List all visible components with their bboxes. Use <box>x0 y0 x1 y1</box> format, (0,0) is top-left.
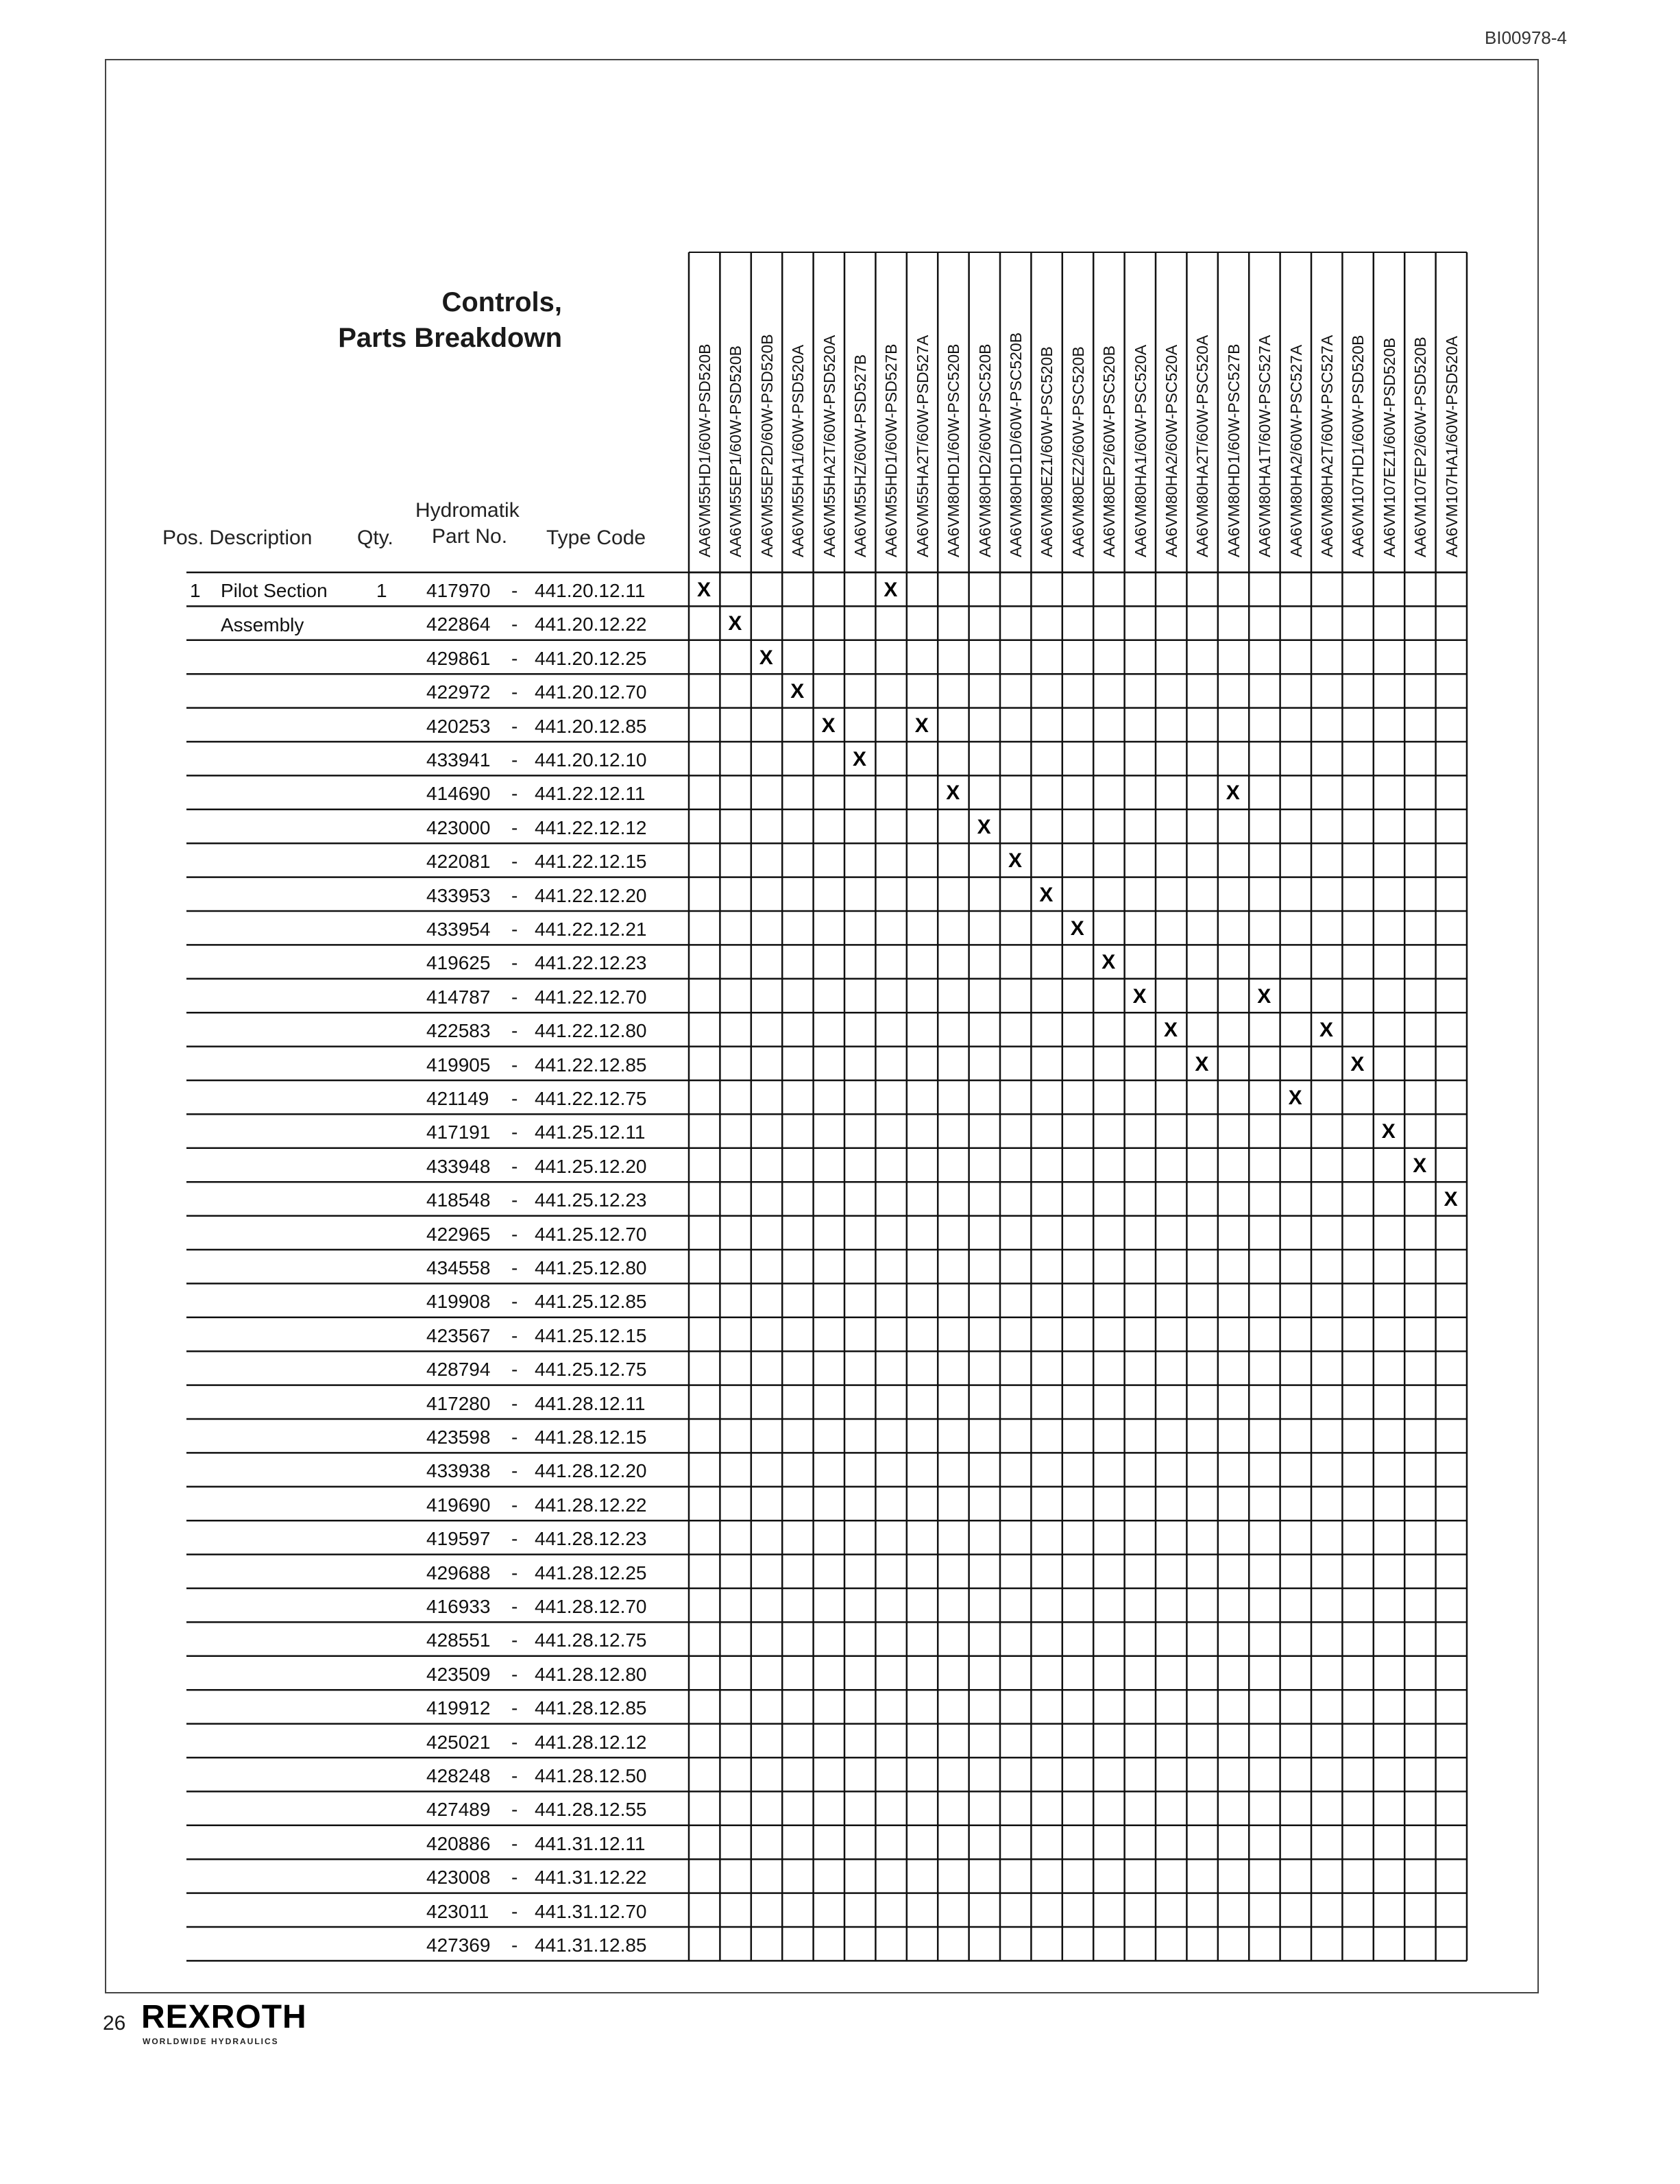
type-code: 441.22.12.23 <box>535 952 647 974</box>
type-code: 441.25.12.80 <box>535 1257 647 1278</box>
part-number: 422583 <box>426 1020 491 1042</box>
type-code: 441.31.12.22 <box>535 1867 647 1889</box>
type-code: 441.20.12.10 <box>535 749 647 771</box>
column-header-aa6vm55hd1-60w-psd527b: AA6VM55HD1/60W-PSD527B <box>882 343 901 557</box>
type-code: 441.28.12.50 <box>535 1765 647 1786</box>
type-code: 441.22.12.70 <box>535 986 647 1008</box>
type-code: 441.28.12.85 <box>535 1697 647 1719</box>
column-header-aa6vm80hd1-60w-psc520b: AA6VM80HD1/60W-PSC520B <box>945 343 963 557</box>
part-number: 419625 <box>426 952 491 974</box>
separator-dash: - <box>511 1629 518 1651</box>
separator-dash: - <box>511 952 518 974</box>
header-qty: Qty. <box>357 526 393 549</box>
column-header-aa6vm80ha1-60w-psc520a: AA6VM80HA1/60W-PSC520A <box>1131 344 1149 557</box>
separator-dash: - <box>511 1291 518 1313</box>
type-code: 441.28.12.11 <box>535 1392 646 1414</box>
separator-dash: - <box>511 1460 518 1482</box>
type-code: 441.31.12.11 <box>535 1832 646 1854</box>
page-title-line-2: Parts Breakdown <box>338 323 562 353</box>
separator-dash: - <box>511 783 518 805</box>
applicability-mark: X <box>1288 1087 1302 1109</box>
type-code: 441.31.12.85 <box>535 1934 647 1956</box>
type-code: 441.28.12.55 <box>535 1799 647 1821</box>
type-code: 441.28.12.75 <box>535 1629 647 1651</box>
part-number: 421149 <box>426 1088 489 1109</box>
separator-dash: - <box>511 1257 518 1278</box>
column-header-aa6vm80ha2t-60w-psc520a: AA6VM80HA2T/60W-PSC520A <box>1193 335 1212 557</box>
position-description-cont: Assembly <box>221 614 304 635</box>
applicability-mark: X <box>1039 883 1054 906</box>
part-number: 427489 <box>426 1799 491 1821</box>
column-header-aa6vm80ha2-60w-psc520a: AA6VM80HA2/60W-PSC520A <box>1162 344 1180 557</box>
type-code: 441.28.12.15 <box>535 1427 647 1448</box>
header-type-code: Type Code <box>546 526 646 549</box>
applicability-mark: X <box>1319 1019 1334 1042</box>
column-header-aa6vm80ha2t-60w-psc527a: AA6VM80HA2T/60W-PSC527A <box>1318 335 1336 557</box>
type-code: 441.28.12.20 <box>535 1460 647 1482</box>
part-number: 433953 <box>426 884 491 906</box>
type-code: 441.31.12.70 <box>535 1900 647 1922</box>
column-header-aa6vm80hd2-60w-psc520b: AA6VM80HD2/60W-PSC520B <box>975 343 994 557</box>
part-number: 414690 <box>426 783 491 805</box>
type-code: 441.28.12.12 <box>535 1731 647 1753</box>
rexroth-logo: REXROTH <box>141 1999 307 2035</box>
applicability-mark: X <box>884 579 898 601</box>
type-code: 441.28.12.23 <box>535 1528 647 1550</box>
separator-dash: - <box>511 1562 518 1584</box>
column-header-aa6vm55ha2t-60w-psd520a: AA6VM55HA2T/60W-PSD520A <box>820 335 838 557</box>
separator-dash: - <box>511 1934 518 1956</box>
part-number: 425021 <box>426 1731 491 1753</box>
separator-dash: - <box>511 1900 518 1922</box>
separator-dash: - <box>511 1427 518 1448</box>
part-number: 428794 <box>426 1359 491 1381</box>
applicability-mark: X <box>1444 1188 1458 1211</box>
applicability-mark: X <box>1164 1019 1178 1042</box>
separator-dash: - <box>511 1596 518 1617</box>
type-code: 441.25.12.70 <box>535 1223 647 1245</box>
applicability-mark: X <box>1008 849 1023 873</box>
separator-dash: - <box>511 1392 518 1414</box>
separator-dash: - <box>511 647 518 669</box>
part-number: 433938 <box>426 1460 491 1482</box>
applicability-mark: X <box>1070 917 1084 940</box>
separator-dash: - <box>511 1324 518 1346</box>
column-header-aa6vm107ha1-60w-psd520a: AA6VM107HA1/60W-PSD520A <box>1442 335 1461 557</box>
applicability-mark: X <box>1350 1052 1365 1076</box>
part-number: 420253 <box>426 715 491 737</box>
type-code: 441.28.12.70 <box>535 1596 647 1617</box>
part-number: 422081 <box>426 851 491 873</box>
separator-dash: - <box>511 986 518 1008</box>
part-number: 422972 <box>426 681 491 703</box>
part-number: 422864 <box>426 614 491 635</box>
type-code: 441.20.12.85 <box>535 715 647 737</box>
part-number: 417191 <box>426 1121 491 1143</box>
part-number: 433948 <box>426 1155 491 1177</box>
separator-dash: - <box>511 580 518 601</box>
part-number: 419905 <box>426 1054 491 1076</box>
type-code: 441.22.12.15 <box>535 851 647 873</box>
separator-dash: - <box>511 1223 518 1245</box>
column-header-aa6vm55ha2t-60w-psd527a: AA6VM55HA2T/60W-PSD527A <box>913 335 932 557</box>
applicability-mark: X <box>1381 1120 1396 1143</box>
part-number: 427369 <box>426 1934 491 1956</box>
separator-dash: - <box>511 1867 518 1889</box>
applicability-mark: X <box>914 714 929 737</box>
column-header-aa6vm80ha2-60w-psc527a: AA6VM80HA2/60W-PSC527A <box>1287 344 1305 557</box>
header-hydromatik: Hydromatik <box>415 499 520 522</box>
part-number: 420886 <box>426 1832 491 1854</box>
part-number: 428551 <box>426 1629 491 1651</box>
part-number: 419690 <box>426 1494 491 1516</box>
part-number: 433941 <box>426 749 491 771</box>
type-code: 441.28.12.22 <box>535 1494 647 1516</box>
part-number: 422965 <box>426 1223 491 1245</box>
applicability-mark: X <box>697 579 711 601</box>
separator-dash: - <box>511 1697 518 1719</box>
part-number: 419912 <box>426 1697 491 1719</box>
separator-dash: - <box>511 1731 518 1753</box>
part-number: 414787 <box>426 986 491 1008</box>
separator-dash: - <box>511 816 518 838</box>
type-code: 441.25.12.75 <box>535 1359 647 1381</box>
type-code: 441.22.12.20 <box>535 884 647 906</box>
column-header-aa6vm80ez2-60w-psc520b: AA6VM80EZ2/60W-PSC520B <box>1069 346 1087 557</box>
separator-dash: - <box>511 1663 518 1685</box>
part-number: 423509 <box>426 1663 491 1685</box>
part-number: 428248 <box>426 1765 491 1786</box>
type-code: 441.22.12.11 <box>535 783 646 805</box>
column-header-aa6vm55ep2d-60w-psd520b: AA6VM55EP2D/60W-PSD520B <box>757 334 776 557</box>
type-code: 441.25.12.15 <box>535 1324 647 1346</box>
separator-dash: - <box>511 1189 518 1211</box>
type-code: 441.22.12.75 <box>535 1088 647 1109</box>
applicability-mark: X <box>1132 984 1147 1008</box>
column-header-aa6vm80ha1t-60w-psc527a: AA6VM80HA1T/60W-PSC527A <box>1256 335 1274 557</box>
rexroth-logo-tagline: WORLDWIDE HYDRAULICS <box>143 2037 279 2046</box>
type-code: 441.20.12.70 <box>535 681 647 703</box>
separator-dash: - <box>511 919 518 940</box>
separator-dash: - <box>511 1528 518 1550</box>
applicability-mark: X <box>1257 984 1271 1008</box>
applicability-mark: X <box>977 815 991 838</box>
type-code: 441.25.12.20 <box>535 1155 647 1177</box>
type-code: 441.28.12.80 <box>535 1663 647 1685</box>
column-header-aa6vm55ep1-60w-psd520b: AA6VM55EP1/60W-PSD520B <box>727 345 745 557</box>
separator-dash: - <box>511 1155 518 1177</box>
separator-dash: - <box>511 715 518 737</box>
part-number: 419908 <box>426 1291 491 1313</box>
position-number: 1 <box>190 580 201 601</box>
type-code: 441.22.12.80 <box>535 1020 647 1042</box>
separator-dash: - <box>511 1494 518 1516</box>
part-number: 416933 <box>426 1596 491 1617</box>
part-number: 429688 <box>426 1562 491 1584</box>
applicability-mark: X <box>1195 1052 1209 1076</box>
header-pos-description: Pos. Description <box>162 526 313 549</box>
separator-dash: - <box>511 884 518 906</box>
part-number: 429861 <box>426 647 491 669</box>
separator-dash: - <box>511 1799 518 1821</box>
column-header-aa6vm80hd1-60w-psc527b: AA6VM80HD1/60W-PSC527B <box>1224 343 1243 557</box>
separator-dash: - <box>511 614 518 635</box>
separator-dash: - <box>511 1832 518 1854</box>
type-code: 441.20.12.11 <box>535 580 646 601</box>
column-header-aa6vm55ha1-60w-psd520a: AA6VM55HA1/60W-PSD520A <box>789 344 807 557</box>
part-number: 423567 <box>426 1324 491 1346</box>
applicability-mark: X <box>821 714 836 737</box>
applicability-mark: X <box>728 612 742 635</box>
separator-dash: - <box>511 1020 518 1042</box>
column-header-aa6vm55hd1-60w-psd520b: AA6VM55HD1/60W-PSD520B <box>696 343 714 557</box>
separator-dash: - <box>511 1359 518 1381</box>
header-part-no: Part No. <box>432 525 508 548</box>
part-number: 423011 <box>426 1900 489 1922</box>
separator-dash: - <box>511 851 518 873</box>
part-number: 433954 <box>426 919 491 940</box>
part-number: 417970 <box>426 580 491 601</box>
column-header-aa6vm80ep2-60w-psc520b: AA6VM80EP2/60W-PSC520B <box>1100 345 1119 557</box>
part-number: 434558 <box>426 1257 491 1278</box>
type-code: 441.28.12.25 <box>535 1562 647 1584</box>
type-code: 441.25.12.11 <box>535 1121 646 1143</box>
separator-dash: - <box>511 1765 518 1786</box>
separator-dash: - <box>511 1088 518 1109</box>
part-number: 419597 <box>426 1528 491 1550</box>
type-code: 441.25.12.23 <box>535 1189 647 1211</box>
type-code: 441.20.12.25 <box>535 647 647 669</box>
separator-dash: - <box>511 681 518 703</box>
type-code: 441.25.12.85 <box>535 1291 647 1313</box>
column-header-aa6vm55hz-60w-psd527b: AA6VM55HZ/60W-PSD527B <box>851 354 869 557</box>
part-number: 417280 <box>426 1392 491 1414</box>
separator-dash: - <box>511 1054 518 1076</box>
column-header-aa6vm107ez1-60w-psd520b: AA6VM107EZ1/60W-PSD520B <box>1380 337 1398 557</box>
separator-dash: - <box>511 749 518 771</box>
applicability-mark: X <box>759 646 773 669</box>
applicability-mark: X <box>946 781 960 805</box>
part-number: 418548 <box>426 1189 491 1211</box>
page-number: 26 <box>103 2012 126 2035</box>
position-description: Pilot Section <box>221 580 328 601</box>
applicability-mark: X <box>1226 781 1240 805</box>
column-header-aa6vm107hd1-60w-psd520b: AA6VM107HD1/60W-PSD520B <box>1349 335 1367 557</box>
separator-dash: - <box>511 1121 518 1143</box>
type-code: 441.22.12.85 <box>535 1054 647 1076</box>
part-number: 423008 <box>426 1867 491 1889</box>
position-qty: 1 <box>376 580 387 601</box>
column-header-aa6vm107ep2-60w-psd520b: AA6VM107EP2/60W-PSD520B <box>1411 337 1430 557</box>
type-code: 441.22.12.21 <box>535 919 647 940</box>
applicability-mark: X <box>790 680 805 703</box>
part-number: 423598 <box>426 1427 491 1448</box>
applicability-mark: X <box>1101 951 1116 974</box>
page-title-line-1: Controls, <box>441 287 562 317</box>
applicability-mark: X <box>853 748 867 771</box>
column-header-aa6vm80hd1d-60w-psc520b: AA6VM80HD1D/60W-PSC520B <box>1007 332 1025 557</box>
type-code: 441.20.12.22 <box>535 614 647 635</box>
applicability-mark: X <box>1413 1154 1427 1177</box>
type-code: 441.22.12.12 <box>535 816 647 838</box>
document-id: BI00978-4 <box>1485 27 1567 48</box>
column-header-aa6vm80ez1-60w-psc520b: AA6VM80EZ1/60W-PSC520B <box>1038 346 1056 557</box>
part-number: 423000 <box>426 816 491 838</box>
